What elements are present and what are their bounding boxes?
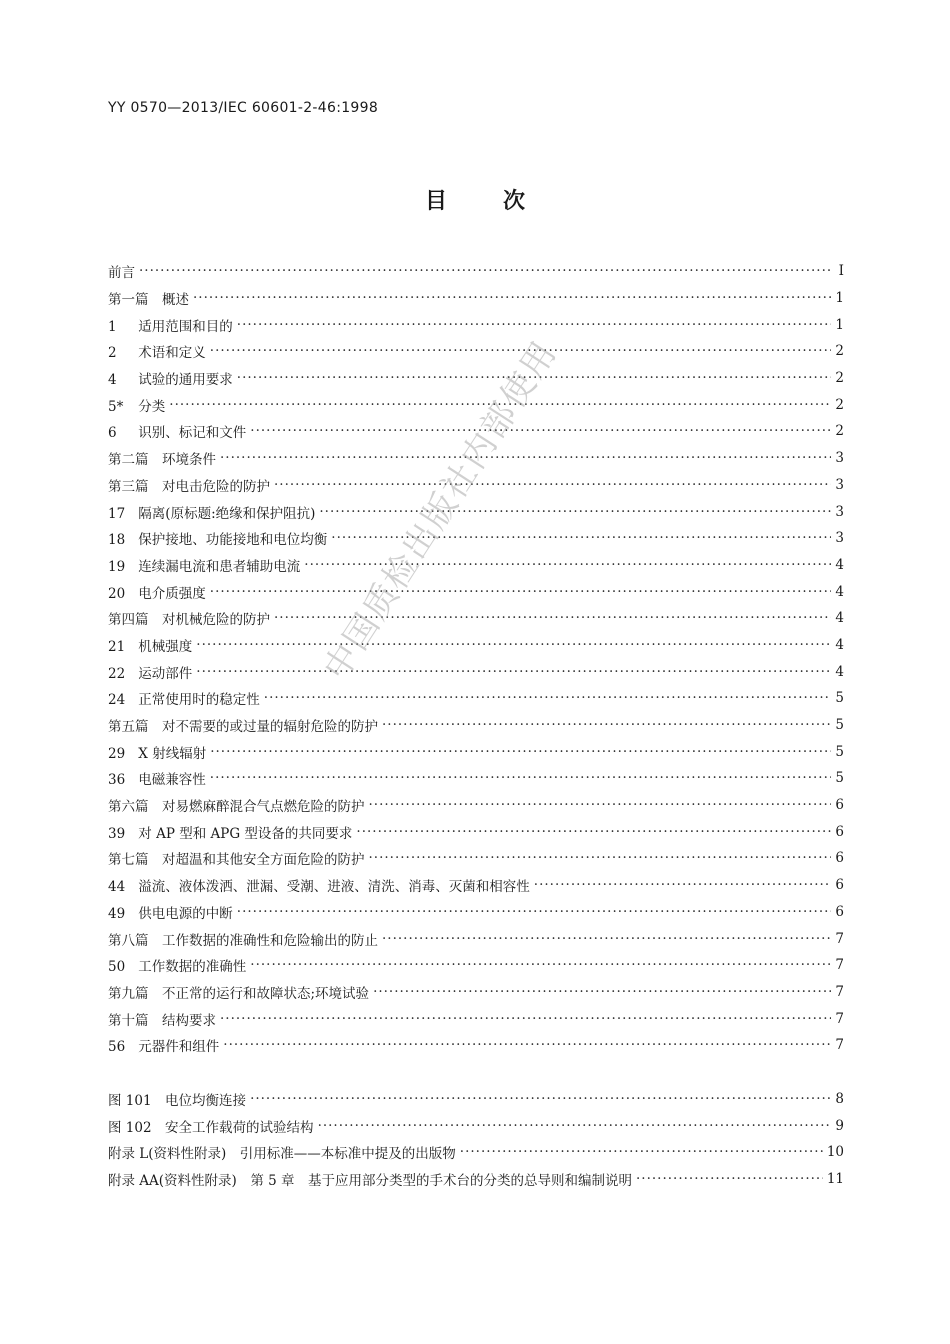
toc-entry-page: 9 — [835, 1117, 844, 1134]
toc-entry-page: 4 — [835, 583, 844, 600]
leader-dots — [534, 877, 832, 893]
toc-entry-number: 39 — [108, 825, 126, 842]
toc-entry-number: 24 — [108, 692, 126, 709]
toc-entry-page: 1 — [835, 316, 844, 333]
toc-entry-page: 6 — [835, 823, 844, 840]
toc-entry-number: 5* — [108, 398, 124, 415]
toc-entry-number: 50 — [108, 959, 126, 976]
leader-dots — [369, 850, 832, 866]
toc-entry-page: 5 — [835, 743, 844, 760]
toc-entry-page: 6 — [835, 903, 844, 920]
toc-entry[interactable] — [108, 765, 844, 792]
toc-entry-label: 术语和定义 — [138, 345, 206, 362]
toc-entry-label: 电磁兼容性 — [138, 772, 206, 789]
toc-entry-page: 8 — [835, 1090, 844, 1107]
toc-entry-number: 2 — [108, 345, 117, 362]
leader-dots — [319, 504, 831, 520]
toc-entry-label: 附录 L(资料性附录) 引用标准——本标准中提及的出版物 — [108, 1146, 456, 1163]
toc-entry-page: Ⅰ — [838, 263, 844, 280]
toc-entry-label: 第五篇 对不需要的或过量的辐射危险的防护 — [108, 719, 378, 736]
leader-dots — [373, 984, 831, 1000]
toc-entry[interactable] — [108, 1166, 844, 1193]
leader-dots — [210, 770, 832, 786]
toc-entry-label: 第七篇 对超温和其他安全方面危险的防护 — [108, 852, 365, 869]
toc-entry-page: 6 — [835, 850, 844, 867]
toc-entry[interactable] — [108, 1086, 844, 1113]
toc-entry-label: 连续漏电流和患者辅助电流 — [138, 558, 301, 575]
toc-entry-page: 4 — [835, 636, 844, 653]
toc-entry[interactable] — [108, 605, 844, 632]
toc-entry-page: 3 — [835, 503, 844, 520]
toc-entry-page: 3 — [835, 476, 844, 493]
toc-entry-label: 溢流、液体泼洒、泄漏、受潮、进液、清洗、消毒、灭菌和相容性 — [138, 879, 530, 896]
toc-entry-page: 2 — [835, 396, 844, 413]
toc-entry-page: 4 — [835, 556, 844, 573]
toc-entry-label: 正常使用时的稳定性 — [138, 692, 260, 709]
toc-entry-number: 1 — [108, 318, 117, 335]
toc-entry-label: 第四篇 对机械危险的防护 — [108, 612, 270, 629]
leader-dots — [220, 1011, 831, 1027]
section-gap — [108, 1059, 844, 1086]
toc-entry-label: 运动部件 — [138, 665, 193, 682]
leader-dots — [250, 423, 831, 439]
toc-entry[interactable] — [108, 338, 844, 365]
toc-entry-page: 3 — [835, 450, 844, 467]
leader-dots — [193, 290, 831, 306]
toc-entry-label: 第一篇 概述 — [108, 292, 189, 309]
toc-entry-number: 20 — [108, 585, 126, 602]
toc-entry[interactable] — [108, 925, 844, 952]
toc-entry[interactable] — [108, 632, 844, 659]
toc-entry[interactable] — [108, 899, 844, 926]
toc-entry[interactable] — [108, 845, 844, 872]
toc-entry[interactable] — [108, 712, 844, 739]
toc-entry[interactable] — [108, 1139, 844, 1166]
leader-dots — [237, 317, 832, 333]
toc-entry[interactable] — [108, 365, 844, 392]
toc-entry-number: 22 — [108, 665, 126, 682]
toc-entry-number: 49 — [108, 905, 126, 922]
toc-entry-page: 7 — [835, 1037, 844, 1054]
toc-entry-page: 2 — [835, 343, 844, 360]
toc-entry-page: 11 — [826, 1171, 844, 1188]
toc-entry[interactable] — [108, 285, 844, 312]
toc-entry-page: 5 — [835, 690, 844, 707]
toc-entry[interactable] — [108, 792, 844, 819]
leader-dots — [196, 637, 831, 653]
table-of-contents — [108, 258, 844, 1192]
toc-entry-number: 17 — [108, 505, 126, 522]
toc-entry-label: X 射线辐射 — [138, 745, 207, 762]
toc-entry-page: 10 — [826, 1144, 844, 1161]
toc-entry-page: 6 — [835, 877, 844, 894]
leader-dots — [460, 1144, 823, 1160]
toc-entry-page: 7 — [835, 983, 844, 1000]
leader-dots — [318, 1118, 832, 1134]
leader-dots — [139, 263, 832, 279]
leader-dots — [223, 1037, 831, 1053]
toc-entry-page: 7 — [835, 1010, 844, 1027]
toc-entry-label: 第六篇 对易燃麻醉混合气点燃危险的防护 — [108, 799, 365, 816]
toc-entry-label: 分类 — [138, 398, 166, 415]
toc-entry[interactable] — [108, 578, 844, 605]
leader-dots — [196, 664, 831, 680]
toc-entry-number: 4 — [108, 372, 117, 389]
toc-entry[interactable] — [108, 552, 844, 579]
toc-entry-label: 第十篇 结构要求 — [108, 1012, 216, 1029]
leader-dots — [382, 931, 831, 947]
toc-entry-number: 36 — [108, 772, 126, 789]
toc-entry[interactable] — [108, 952, 844, 979]
page-title: 目次 — [424, 189, 581, 214]
leader-dots — [220, 450, 831, 466]
toc-entry-page: 4 — [835, 663, 844, 680]
leader-dots — [210, 744, 831, 760]
leader-dots — [274, 477, 831, 493]
toc-entry[interactable] — [108, 658, 844, 685]
toc-entry-number: 19 — [108, 558, 126, 575]
toc-entry[interactable] — [108, 685, 844, 712]
watermark: 中国质检出版社内部使用 — [316, 333, 566, 688]
toc-entry-label: 供电电源的中断 — [138, 905, 233, 922]
leader-dots — [250, 1091, 831, 1107]
toc-entry-label: 元器件和组件 — [138, 1039, 220, 1056]
toc-entry-label: 电介质强度 — [138, 585, 206, 602]
toc-entry[interactable] — [108, 979, 844, 1006]
toc-entry-label: 隔离(原标题:绝缘和保护阻抗) — [138, 505, 316, 522]
toc-entry-page: 2 — [835, 423, 844, 440]
toc-entry-number: 56 — [108, 1039, 126, 1056]
toc-entry-label: 第二篇 环境条件 — [108, 452, 216, 469]
toc-entry-label: 试验的通用要求 — [138, 372, 233, 389]
toc-entry-label: 工作数据的准确性 — [138, 959, 247, 976]
leader-dots — [369, 797, 832, 813]
toc-entry-label: 机械强度 — [138, 638, 193, 655]
leader-dots — [237, 904, 832, 920]
toc-entry-page: 3 — [835, 530, 844, 547]
toc-entry-label: 图 101 电位均衡连接 — [108, 1092, 247, 1109]
toc-entry-page: 4 — [835, 610, 844, 627]
toc-entry[interactable] — [108, 498, 844, 525]
toc-entry[interactable] — [108, 1032, 844, 1059]
toc-entry-label: 对 AP 型和 APG 型设备的共同要求 — [138, 825, 353, 842]
toc-entry-page: 1 — [835, 290, 844, 307]
toc-entry[interactable] — [108, 1112, 844, 1139]
toc-entry-label: 附录 AA(资料性附录) 第 5 章 基于应用部分类型的手术台的分类的总导则和编制说明 — [108, 1173, 632, 1190]
toc-entry-page: 2 — [835, 370, 844, 387]
toc-entry-number: 6 — [108, 425, 117, 442]
toc-entry-label: 保护接地、功能接地和电位均衡 — [138, 532, 328, 549]
toc-entry[interactable] — [108, 1005, 844, 1032]
leader-dots — [250, 957, 831, 973]
toc-entry[interactable] — [108, 258, 844, 285]
leader-dots — [356, 824, 831, 840]
toc-entry-number: 18 — [108, 532, 126, 549]
toc-entry[interactable] — [108, 738, 844, 765]
toc-entry-label: 第八篇 工作数据的准确性和危险输出的防止 — [108, 932, 378, 949]
toc-entry-label: 第三篇 对电击危险的防护 — [108, 478, 270, 495]
toc-entry-page: 5 — [835, 770, 844, 787]
toc-entry-number: 29 — [108, 745, 126, 762]
toc-entry-number: 44 — [108, 879, 126, 896]
toc-entry-number: 21 — [108, 638, 126, 655]
toc-entry-label: 第九篇 不正常的运行和故障状态;环境试验 — [108, 985, 370, 1002]
toc-entry-label: 识别、标记和文件 — [138, 425, 247, 442]
toc-entry[interactable] — [108, 525, 844, 552]
toc-entry-label: 前言 — [108, 265, 135, 282]
toc-entry[interactable] — [108, 872, 844, 899]
toc-entry-page: 6 — [835, 797, 844, 814]
toc-entry-page: 7 — [835, 930, 844, 947]
toc-entry-label: 图 102 安全工作载荷的试验结构 — [108, 1119, 314, 1136]
leader-dots — [264, 690, 832, 706]
toc-entry-label: 适用范围和目的 — [138, 318, 233, 335]
leader-dots — [636, 1171, 823, 1187]
leader-dots — [382, 717, 831, 733]
toc-entry-page: 5 — [835, 717, 844, 734]
leader-dots — [210, 584, 832, 600]
toc-entry-page: 7 — [835, 957, 844, 974]
toc-entry[interactable] — [108, 818, 844, 845]
document-header: YY 0570—2013/IEC 60601-2-46:1998 — [108, 100, 379, 116]
toc-entry[interactable] — [108, 311, 844, 338]
